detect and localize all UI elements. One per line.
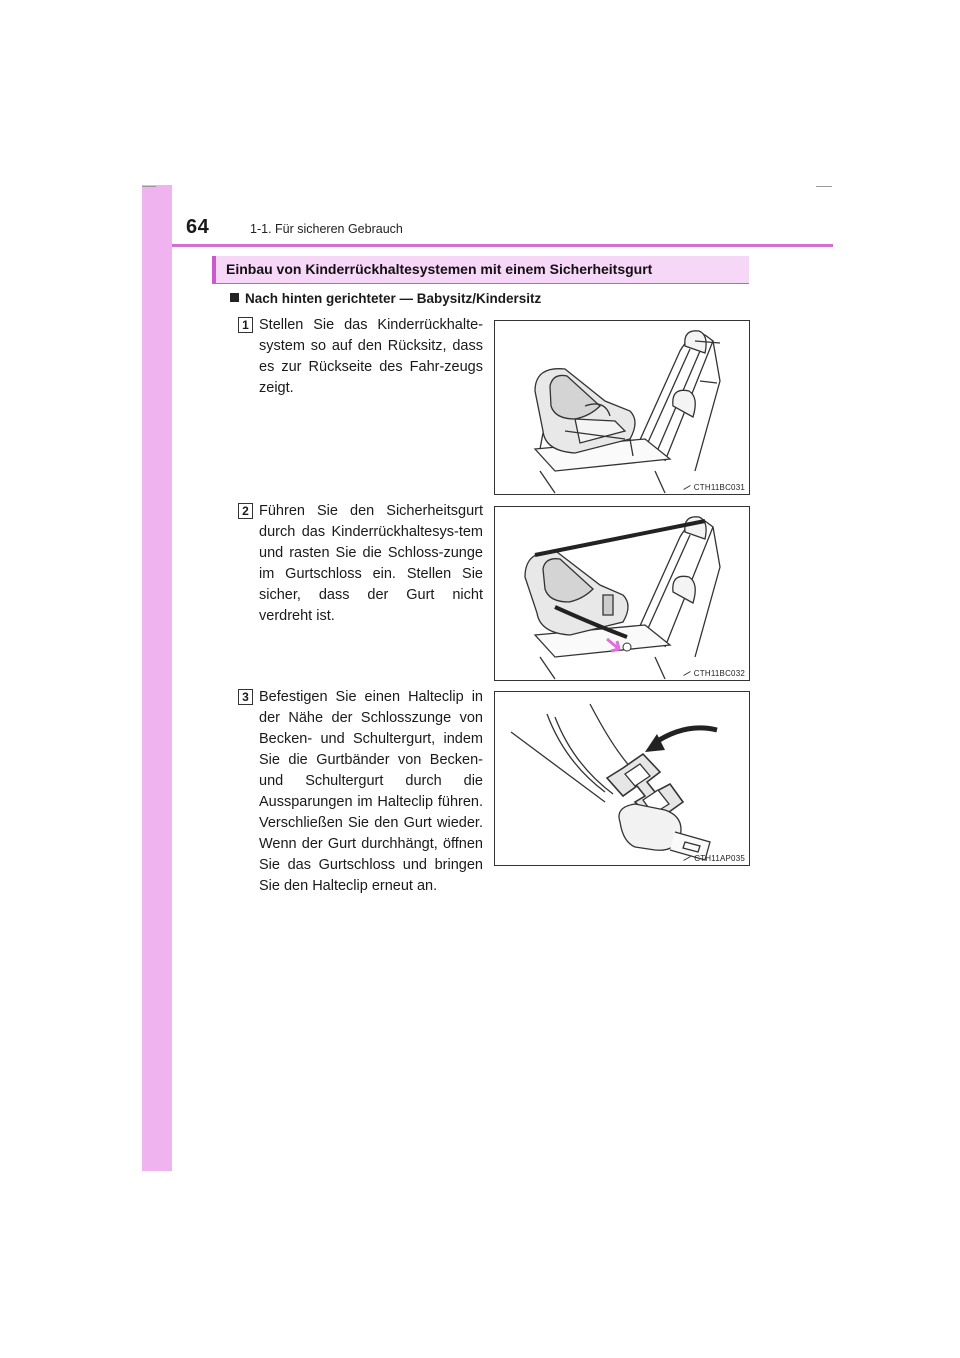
figure-seatbelt-routing (494, 506, 750, 681)
step-number-1: 1 (238, 317, 253, 333)
page-number: 64 (186, 216, 210, 238)
section-header (212, 256, 749, 283)
section-title: Einbau von Kinderrückhaltesystemen mit einem Sicherheitsgurt (226, 261, 653, 277)
step-number-3: 3 (238, 689, 253, 705)
figure-locking-clip (494, 691, 750, 866)
figure-child-seat-placement (494, 320, 750, 495)
subheading (230, 291, 541, 306)
step-text-1: Stellen Sie das Kinderrückhalte-system so auf den Rücksitz, dass es zur Rückseite des Fahr-zeugs zeigt. (259, 317, 483, 396)
seatbelt-routing-illustration (495, 507, 750, 681)
step-text-3: Befestigen Sie einen Halteclip in der Nähe der Schlosszunge von Becken- und Schultergurt, indem Sie die Gurtbänder von Becken- und Schultergurt durch die Aussparungen im Halteclip führen. Verschließen Sie den Gurt wieder. Wenn der Gurt durchhängt, öffnen Sie das Gurtschloss und bringen Sie den Halteclip erneut an. (259, 689, 483, 894)
square-bullet-icon (230, 293, 239, 302)
running-header: 1-1. Für sicheren Gebrauch (250, 222, 403, 236)
figure-code-3: CTH11AP035 (683, 854, 745, 863)
chapter-sidebar-tab (142, 185, 172, 1171)
child-seat-on-rear-seat-illustration (495, 321, 750, 495)
crop-mark-right (816, 186, 832, 187)
locking-clip-illustration (495, 692, 750, 866)
crop-mark-left (142, 186, 156, 187)
step-number-2: 2 (238, 503, 253, 519)
header-divider (172, 244, 833, 247)
figure-code-2: CTH11BC032 (683, 669, 745, 678)
figure-code-1: CTH11BC031 (683, 483, 745, 492)
step-text-2: Führen Sie den Sicherheitsgurt durch das Kinderrückhaltesys-tem und rasten Sie die Schloss-zunge im Gurtschloss ein. Stellen Sie sicher, dass der Gurt nicht verdreht ist. (259, 503, 483, 624)
subheading-text: Nach hinten gerichteter — Babysitz/Kindersitz (245, 291, 542, 306)
